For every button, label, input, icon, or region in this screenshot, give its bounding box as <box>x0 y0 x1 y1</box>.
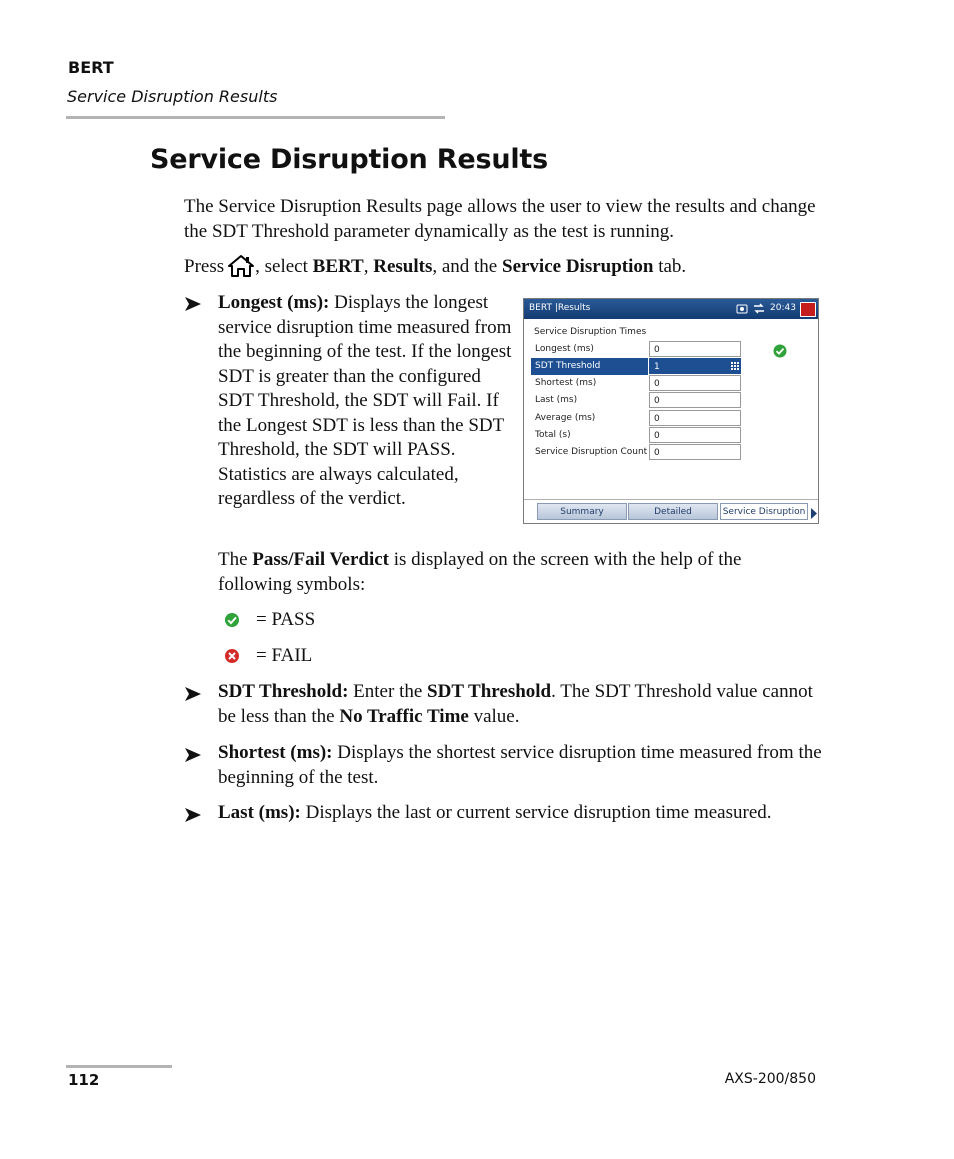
bullet-arrow-icon <box>184 808 202 822</box>
result-row-last <box>531 392 742 409</box>
result-row-shortest <box>531 375 742 392</box>
tab-scroll-right-icon[interactable] <box>810 505 818 518</box>
group-title: Service Disruption Times <box>534 327 647 337</box>
bullet-sdt-threshold <box>218 680 818 729</box>
tab-summary[interactable]: Summary <box>537 503 627 520</box>
and-the-text: , and the <box>432 256 498 277</box>
row-label: Shortest (ms) <box>531 375 648 392</box>
bullet-mid: . The SDT Threshold value cannot be less than the <box>218 681 813 727</box>
bullet-longest <box>218 291 518 512</box>
result-row-count <box>531 444 742 461</box>
row-value: 0 <box>649 392 741 408</box>
running-header-section: BERT <box>68 58 114 77</box>
keypad-icon[interactable] <box>731 362 739 370</box>
bullet-term: Shortest (ms): <box>218 742 333 763</box>
sdt-threshold-input[interactable]: 1 <box>649 358 741 374</box>
bullet-term: SDT Threshold: <box>218 681 349 702</box>
result-row-longest <box>531 341 742 358</box>
result-row-average <box>531 410 742 427</box>
bullet-last <box>218 801 818 826</box>
row-value: 0 <box>649 410 741 426</box>
pass-check-icon <box>224 612 240 628</box>
bullet-body: Displays the longest service disruption time measured from the beginning of the test. If the longest SDT is greater than the configured SDT Threshold, the SDT will Fail. If the Longest SDT is less than the SDT Threshold, the SDT will PASS. Statistics are always calculated, regardless of the verdict. <box>218 292 512 509</box>
tab-detailed[interactable]: Detailed <box>628 503 718 520</box>
row-label: Longest (ms) <box>531 341 648 358</box>
instrument-icon <box>736 303 748 314</box>
row-value: 0 <box>649 427 741 443</box>
verdict-pre: The <box>218 549 248 570</box>
bullet-arrow-icon <box>184 748 202 762</box>
screen-title-bar <box>524 299 818 319</box>
fail-x-icon <box>224 648 240 664</box>
bullet-pre: Enter the <box>353 681 423 702</box>
navigation-instruction <box>184 255 824 280</box>
bullet-bold-term: No Traffic Time <box>339 705 469 727</box>
pass-label: = PASS <box>256 609 316 630</box>
page-number: 112 <box>68 1071 100 1089</box>
row-label: Service Disruption Count <box>531 444 648 461</box>
page-title: Service Disruption Results <box>150 144 549 175</box>
row-label: Average (ms) <box>531 410 648 427</box>
tab-name-term: Service Disruption <box>502 256 654 277</box>
tab-bar <box>524 499 818 524</box>
verdict-term: Pass/Fail Verdict <box>252 549 389 570</box>
bullet-bold-term: SDT Threshold <box>427 681 552 702</box>
clock: 20:43 <box>770 303 796 313</box>
verdict-paragraph <box>218 548 818 597</box>
result-row-total <box>531 427 742 444</box>
bullet-body: Displays the last or current service disruption time measured. <box>305 802 772 823</box>
fail-label: = FAIL <box>256 645 313 666</box>
screen-title: BERT |Results <box>529 303 591 313</box>
select-text: , select <box>255 256 308 277</box>
bullet-term: Last (ms): <box>218 802 301 823</box>
tab-text: tab. <box>658 256 687 277</box>
transfer-arrows-icon <box>753 303 765 314</box>
result-row-sdt-threshold[interactable] <box>531 358 742 375</box>
press-text: Press <box>184 256 225 277</box>
row-value: 0 <box>649 444 741 460</box>
bullet-arrow-icon <box>184 297 202 311</box>
row-label: SDT Threshold <box>531 358 648 375</box>
results-screen-capture <box>523 298 819 524</box>
comma-text: , <box>363 256 369 277</box>
bullet-body: Displays the shortest service disruption time measured from the beginning of the test. <box>218 742 822 788</box>
footer-rule <box>66 1065 172 1068</box>
header-rule <box>66 116 445 119</box>
bullet-term: Longest (ms): <box>218 292 330 313</box>
product-model: AXS-200/850 <box>724 1071 816 1087</box>
row-label: Total (s) <box>531 427 648 444</box>
bullet-shortest <box>218 741 828 790</box>
pass-symbol-row <box>224 609 315 631</box>
bert-term: BERT <box>312 256 364 277</box>
bullet-post: value. <box>473 705 520 727</box>
row-value: 0 <box>649 341 741 357</box>
verdict-post: is displayed on the screen with the help of the following symbols: <box>218 549 742 595</box>
home-icon <box>228 254 254 278</box>
bullet-arrow-icon <box>184 687 202 701</box>
pass-verdict-icon <box>773 343 787 357</box>
results-term: Results <box>373 256 433 277</box>
row-label: Last (ms) <box>531 392 648 409</box>
fail-symbol-row <box>224 645 312 667</box>
row-value: 0 <box>649 375 741 391</box>
running-header-subsection: Service Disruption Results <box>67 87 278 106</box>
intro-paragraph: The Service Disruption Results page allows the user to view the results and change the SDT Threshold parameter dynamically as the test is running. <box>184 196 816 242</box>
battery-icon <box>800 302 816 317</box>
tab-service-disruption[interactable]: Service Disruption <box>720 503 808 520</box>
